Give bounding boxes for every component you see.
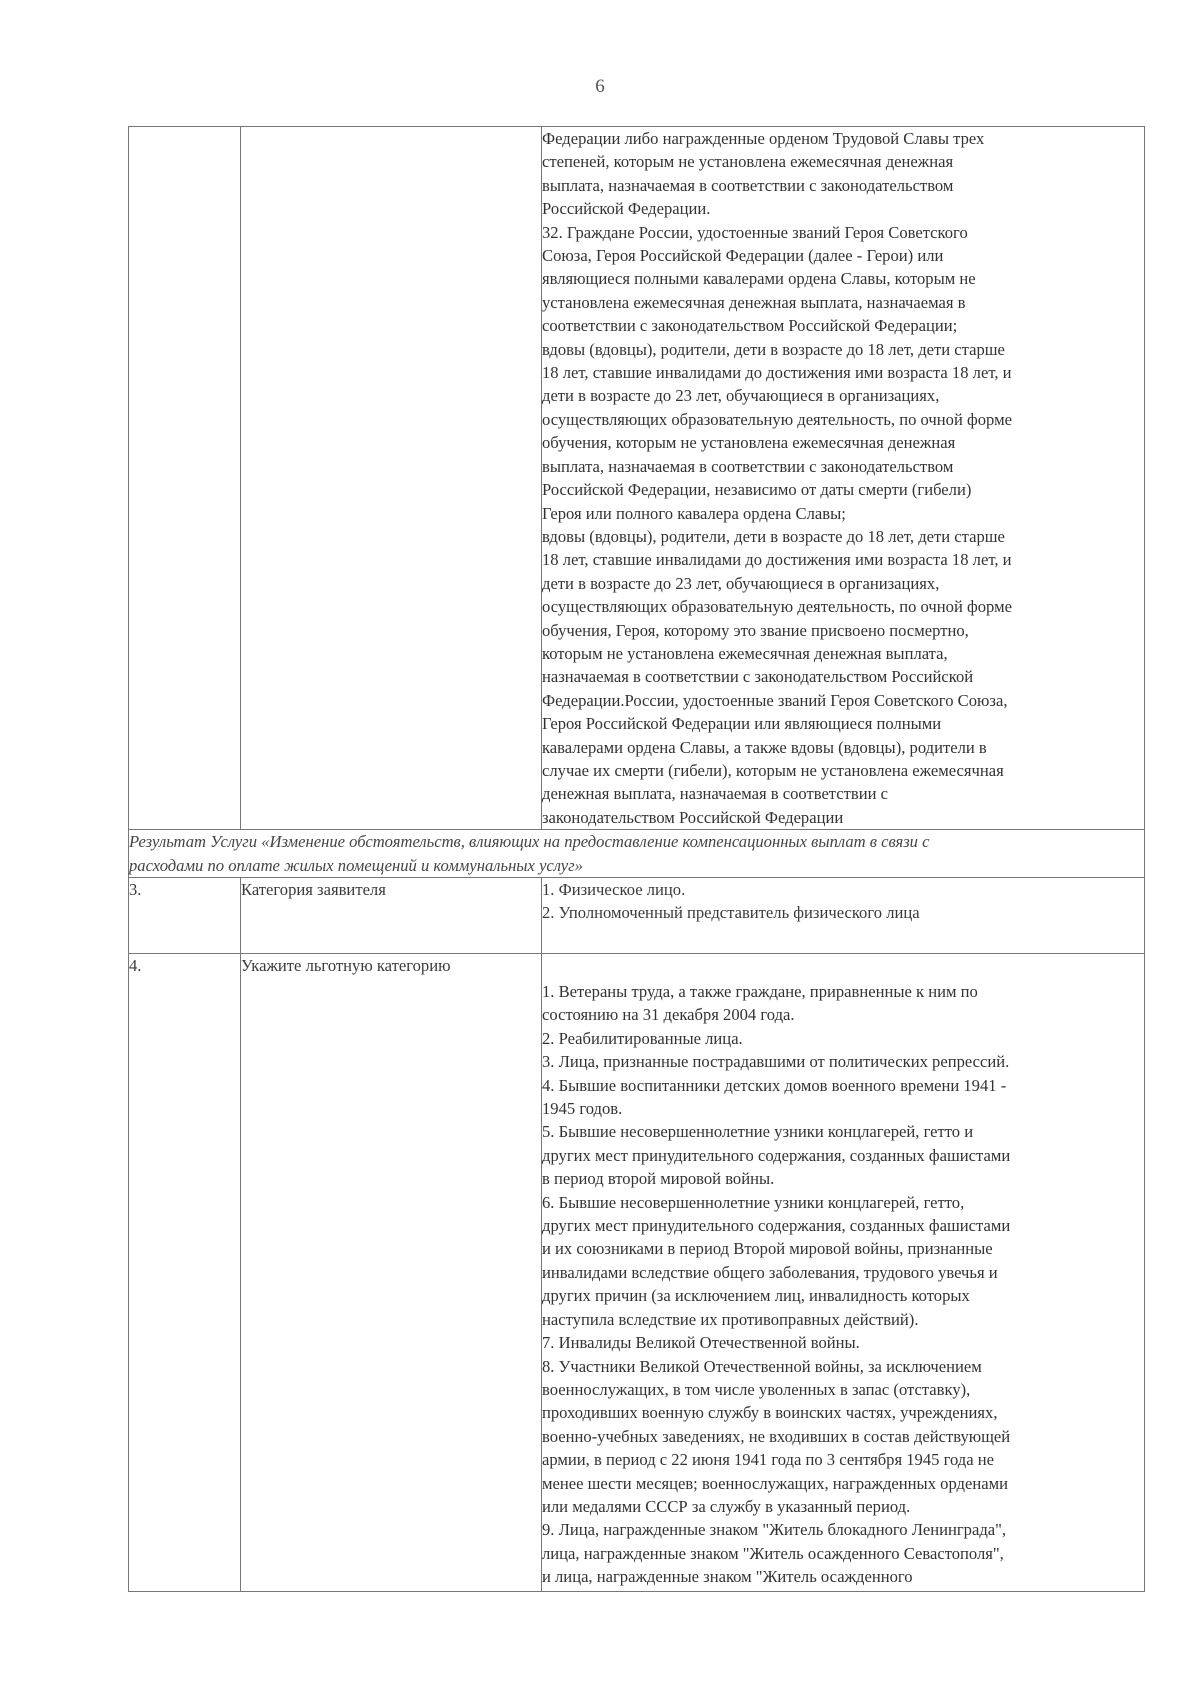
text-line: Федерации.России, удостоенные званий Героя Советского Союза, <box>542 690 1008 710</box>
text-line: назначаемая в соответствии с законодательством Российской <box>542 667 974 687</box>
text-line: 1945 годов. <box>542 1099 623 1119</box>
text-line: 4. Бывшие воспитанники детских домов военного времени 1941 - <box>542 1075 1007 1095</box>
text-line: наступила вследствие их противоправных действий). <box>542 1309 919 1329</box>
text-line: инвалидами вследствие общего заболевания, трудового увечья и <box>542 1262 998 1282</box>
text-line: обучения, Героя, которому это звание присвоено посмертно, <box>542 620 969 640</box>
text-line: военнослужащих, в том числе уволенных в запас (отставку), <box>542 1379 971 1399</box>
text-line: денежная выплата, назначаемая в соответствии с <box>542 784 888 804</box>
text-line: и лица, награжденные знаком "Житель осажденного <box>542 1567 913 1587</box>
text-line: Союза, Героя Российской Федерации (далее - Герои) или <box>542 246 944 266</box>
text-line: Результат Услуги «Изменение обстоятельств, влияющих на предоставление компенсационных выплат в связи с <box>129 832 930 852</box>
text-line: Федерации либо награжденные орденом Трудовой Славы трех <box>542 129 985 148</box>
text-line: 1. Физическое лицо. <box>542 880 686 899</box>
text-line: осуществляющих образовательную деятельность, по очной форме <box>542 409 1012 429</box>
result-heading <box>129 830 1145 878</box>
text-line: которым не установлена ежемесячная денежная выплата, <box>542 643 948 663</box>
text-line: степеней, которым не установлена ежемесячная денежная <box>542 152 954 172</box>
table-row-benefit-category <box>129 954 1145 1592</box>
table-row-continuation <box>129 127 1145 830</box>
services-table <box>128 126 1145 1592</box>
text-line: других мест принудительного содержания, созданных фашистами <box>542 1216 1011 1236</box>
text-line: 18 лет, ставшие инвалидами до достижения ими возраста 18 лет, и <box>542 363 1012 383</box>
text-line: 5. Бывшие несовершеннолетние узники концлагерей, гетто и <box>542 1122 974 1142</box>
text-line: дети в возрасте до 23 лет, обучающиеся в организациях, <box>542 386 940 406</box>
text-line: дети в возрасте до 23 лет, обучающиеся в организациях, <box>542 573 940 593</box>
text-line: 7. Инвалиды Великой Отечественной войны. <box>542 1333 860 1353</box>
text-line: 1. Ветераны труда, а также граждане, приравненные к ним по <box>542 982 978 1001</box>
text-line: выплата, назначаемая в соответствии с законодательством <box>542 175 954 195</box>
text-line: являющиеся полными кавалерами ордена Славы, которым не <box>542 269 976 289</box>
text-line: Российской Федерации, независимо от даты смерти (гибели) <box>542 480 972 500</box>
text-line: Российской Федерации. <box>542 199 711 219</box>
text-line: обучения, которым не установлена ежемесячная денежная <box>542 433 956 453</box>
text-line: выплата, назначаемая в соответствии с законодательством <box>542 456 954 476</box>
text-line: 18 лет, ставшие инвалидами до достижения ими возраста 18 лет, и <box>542 550 1012 570</box>
text-line: армии, в период с 22 июня 1941 года по 3 сентября 1945 года не <box>542 1450 995 1470</box>
applicant-category-list <box>542 878 1144 925</box>
table-row-applicant-category <box>129 878 1145 954</box>
text-line: 32. Граждане России, удостоенные званий Героя Советского <box>542 222 968 242</box>
continuation-text <box>542 127 1144 829</box>
text-line: 3. Лица, признанные пострадавшими от политических репрессий. <box>542 1052 1010 1072</box>
cell-number-empty <box>129 127 241 830</box>
table-row-result <box>129 830 1145 878</box>
text-line: других причин (за исключением лиц, инвалидность которых <box>542 1286 970 1306</box>
row-values <box>542 878 1145 954</box>
row-number: 3. <box>129 878 241 954</box>
result-text <box>129 830 1144 877</box>
text-line: 8. Участники Великой Отечественной войны, за исключением <box>542 1356 982 1376</box>
text-line: соответствии с законодательством Российской Федерации; <box>542 316 958 336</box>
text-line: менее шести месяцев; военнослужащих, награжденных орденами <box>542 1473 1008 1493</box>
text-line: состоянию на 31 декабря 2004 года. <box>542 1005 795 1025</box>
text-line: или медалями СССР за службу в указанный период. <box>542 1496 911 1516</box>
text-line: проходивших военную службу в воинских частях, учреждениях, <box>542 1403 998 1423</box>
text-line: Героя или полного кавалера ордена Славы; <box>542 503 846 523</box>
text-line: вдовы (вдовцы), родители, дети в возрасте до 18 лет, дети старше <box>542 526 1005 546</box>
text-line: случае их смерти (гибели), которым не установлена ежемесячная <box>542 760 1004 780</box>
text-line: расходами по оплате жилых помещений и коммунальных услуг» <box>129 855 583 875</box>
row-values <box>542 954 1145 1592</box>
row-label: Укажите льготную категорию <box>241 954 542 1592</box>
cell-categories-continuation <box>542 127 1145 830</box>
text-line: и их союзниками в период Второй мировой войны, признанные <box>542 1239 993 1259</box>
text-line: законодательством Российской Федерации <box>542 807 844 827</box>
row-label: Категория заявителя <box>241 878 542 954</box>
row-number: 4. <box>129 954 241 1592</box>
text-line: в период второй мировой войны. <box>542 1169 775 1189</box>
text-line: осуществляющих образовательную деятельность, по очной форме <box>542 597 1012 617</box>
text-line: военно-учебных заведениях, не входивших в состав действующей <box>542 1426 1011 1446</box>
page-number: 6 <box>595 76 605 97</box>
text-line: кавалерами ордена Славы, а также вдовы (вдовцы), родители в <box>542 737 987 757</box>
text-line: Героя Российской Федерации или являющиеся полными <box>542 714 942 734</box>
text-line: 6. Бывшие несовершеннолетние узники концлагерей, гетто, <box>542 1192 965 1212</box>
benefit-category-list <box>542 980 1144 1589</box>
text-line: 2. Реабилитированные лица. <box>542 1028 743 1048</box>
text-line: лица, награжденные знаком "Житель осажденного Севастополя", <box>542 1543 1004 1563</box>
text-line: других мест принудительного содержания, созданных фашистами <box>542 1145 1011 1165</box>
cell-label-empty <box>241 127 542 830</box>
text-line: вдовы (вдовцы), родители, дети в возрасте до 18 лет, дети старше <box>542 339 1005 359</box>
text-line: установлена ежемесячная денежная выплата, назначаемая в <box>542 292 966 312</box>
text-line: 2. Уполномоченный представитель физического лица <box>542 903 920 923</box>
text-line: 9. Лица, награжденные знаком "Житель блокадного Ленинграда", <box>542 1520 1007 1540</box>
